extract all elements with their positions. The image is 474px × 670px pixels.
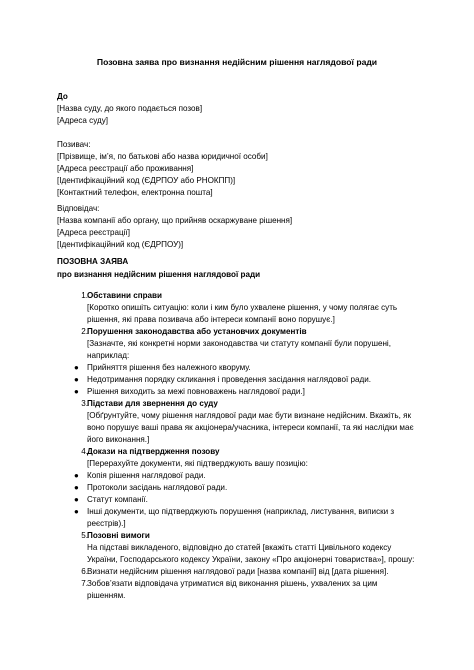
list-item: ● Статут компанії. xyxy=(74,495,148,504)
bullet-icon: ● xyxy=(74,507,79,516)
defendant-code: [Ідентифікаційний код (ЄДРПОУ)] xyxy=(57,240,184,249)
bullet-icon: ● xyxy=(74,363,79,372)
bullet-icon: ● xyxy=(74,387,79,396)
document-title: Позовна заява про визнання недійсним рішення наглядової ради xyxy=(96,57,378,67)
list-item: ● Недотримання порядку скликання і проведення засідання наглядової ради. xyxy=(74,375,372,384)
section-title: Докази на підтвердження позову xyxy=(87,447,220,456)
section-title: Обставини справи xyxy=(87,291,163,300)
bullet-icon: ● xyxy=(74,483,79,492)
claim-refrain: 7. Зобов’язати відповідача утриматися від виконання рішень, ухвалених за цим рішенням. xyxy=(57,578,417,602)
defendant-address: [Адреса реєстрації] xyxy=(57,228,130,237)
section-title: Підстави для звернення до суду xyxy=(87,399,218,408)
section-text: [Перерахуйте документи, які підтверджують вашу позицію: xyxy=(87,459,308,468)
section-violations: 2. Порушення законодавства або установчих документів [Зазначте, які конкретні норми законодавства чи статуту компанії були порушені, наприклад: xyxy=(57,326,417,362)
court-address: [Адреса суду] xyxy=(57,116,109,125)
to-label: До xyxy=(57,92,68,101)
defendant-block xyxy=(57,203,292,251)
claim-subheading: про визнання недійсним рішення наглядової ради xyxy=(57,270,261,279)
bullet-icon: ● xyxy=(74,471,79,480)
plaintiff-name: [Прізвище, ім’я, по батькові або назва юридичної особи] xyxy=(57,152,268,161)
list-item: ● Протоколи засідань наглядової ради. xyxy=(74,483,228,492)
section-grounds: 3. Підстави для звернення до суду [Обґрунтуйте, чому рішення наглядової ради має бути визнане недійсним. Вкажіть, як воно порушує ваші права як акціонера/учасника, інтереси компанії, та які наслідки має його виконання.] xyxy=(57,398,417,446)
addressee-block xyxy=(57,91,202,127)
plaintiff-label: Позивач: xyxy=(57,140,91,149)
section-title: Порушення законодавства або установчих документів xyxy=(87,327,307,336)
section-text: На підставі викладеного, відповідно до статей [вкажіть статті Цивільного кодексу України, Господарського кодексу України, закону «Про акціонерні товариства»], прошу: xyxy=(87,543,415,564)
section-text: [Коротко опишіть ситуацію: коли і ким було ухвалене рішення, у чому полягає суть рішення, які права позивача або інтереси компанії воно порушує.] xyxy=(87,303,398,324)
bullet-icon: ● xyxy=(74,375,79,384)
plaintiff-code: [Ідентифікаційний код (ЄДРПОУ або РНОКПП)] xyxy=(57,176,236,185)
plaintiff-block xyxy=(57,139,268,199)
plaintiff-contacts: [Контактний телефон, електронна пошта] xyxy=(57,188,213,197)
section-text: [Зазначте, які конкретні норми законодавства чи статуту компанії були порушені, наприклад: xyxy=(87,339,391,360)
list-item: ● Інші документи, що підтверджують порушення (наприклад, листування, виписки з реєстрів).] xyxy=(74,507,395,528)
section-claims: 5. Позовні вимоги На підставі викладеного, відповідно до статей [вкажіть статті Цивільного кодексу України, Господарського кодексу України, закону «Про акціонерні товариства»], прошу: xyxy=(57,530,417,566)
list-item: ● Прийняття рішення без належного кворуму. xyxy=(74,363,251,372)
claim-heading: ПОЗОВНА ЗАЯВА xyxy=(57,257,129,266)
defendant-name: [Назва компанії або органу, що прийняв оскаржуване рішення] xyxy=(57,216,293,225)
section-text: Зобов’язати відповідача утриматися від виконання рішень, ухвалених за цим рішенням. xyxy=(87,579,378,600)
list-item: ● Рішення виходить за межі повноважень наглядової ради.] xyxy=(74,387,305,396)
section-circumstances: 1. Обставини справи [Коротко опишіть ситуацію: коли і ким було ухвалене рішення, у чому полягає суть рішення, які права позивача або інтереси компанії воно порушує.] xyxy=(57,290,417,326)
section-evidence: 4. Докази на підтвердження позову [Перерахуйте документи, які підтверджують вашу позицію: xyxy=(57,446,417,470)
section-title: Позовні вимоги xyxy=(87,531,150,540)
list-item: ● Копія рішення наглядової ради. xyxy=(74,471,206,480)
claim-invalidate: 6. Визнати недійсним рішення наглядової ради [назва компанії] від [дата рішення]. xyxy=(57,566,417,578)
plaintiff-address: [Адреса реєстрації або проживання] xyxy=(57,164,194,173)
defendant-label: Відповідач: xyxy=(57,204,100,213)
claim-sections xyxy=(57,290,417,602)
bullet-icon: ● xyxy=(74,495,79,504)
section-text: [Обґрунтуйте, чому рішення наглядової ради має бути визнане недійсним. Вкажіть, як воно порушує ваші права як акціонера/учасника, інтереси компанії, та які наслідки має його виконання.] xyxy=(87,411,414,444)
section-text: Визнати недійсним рішення наглядової ради [назва компанії] від [дата рішення]. xyxy=(87,567,389,576)
court-name: [Назва суду, до якого подається позов] xyxy=(57,104,203,113)
